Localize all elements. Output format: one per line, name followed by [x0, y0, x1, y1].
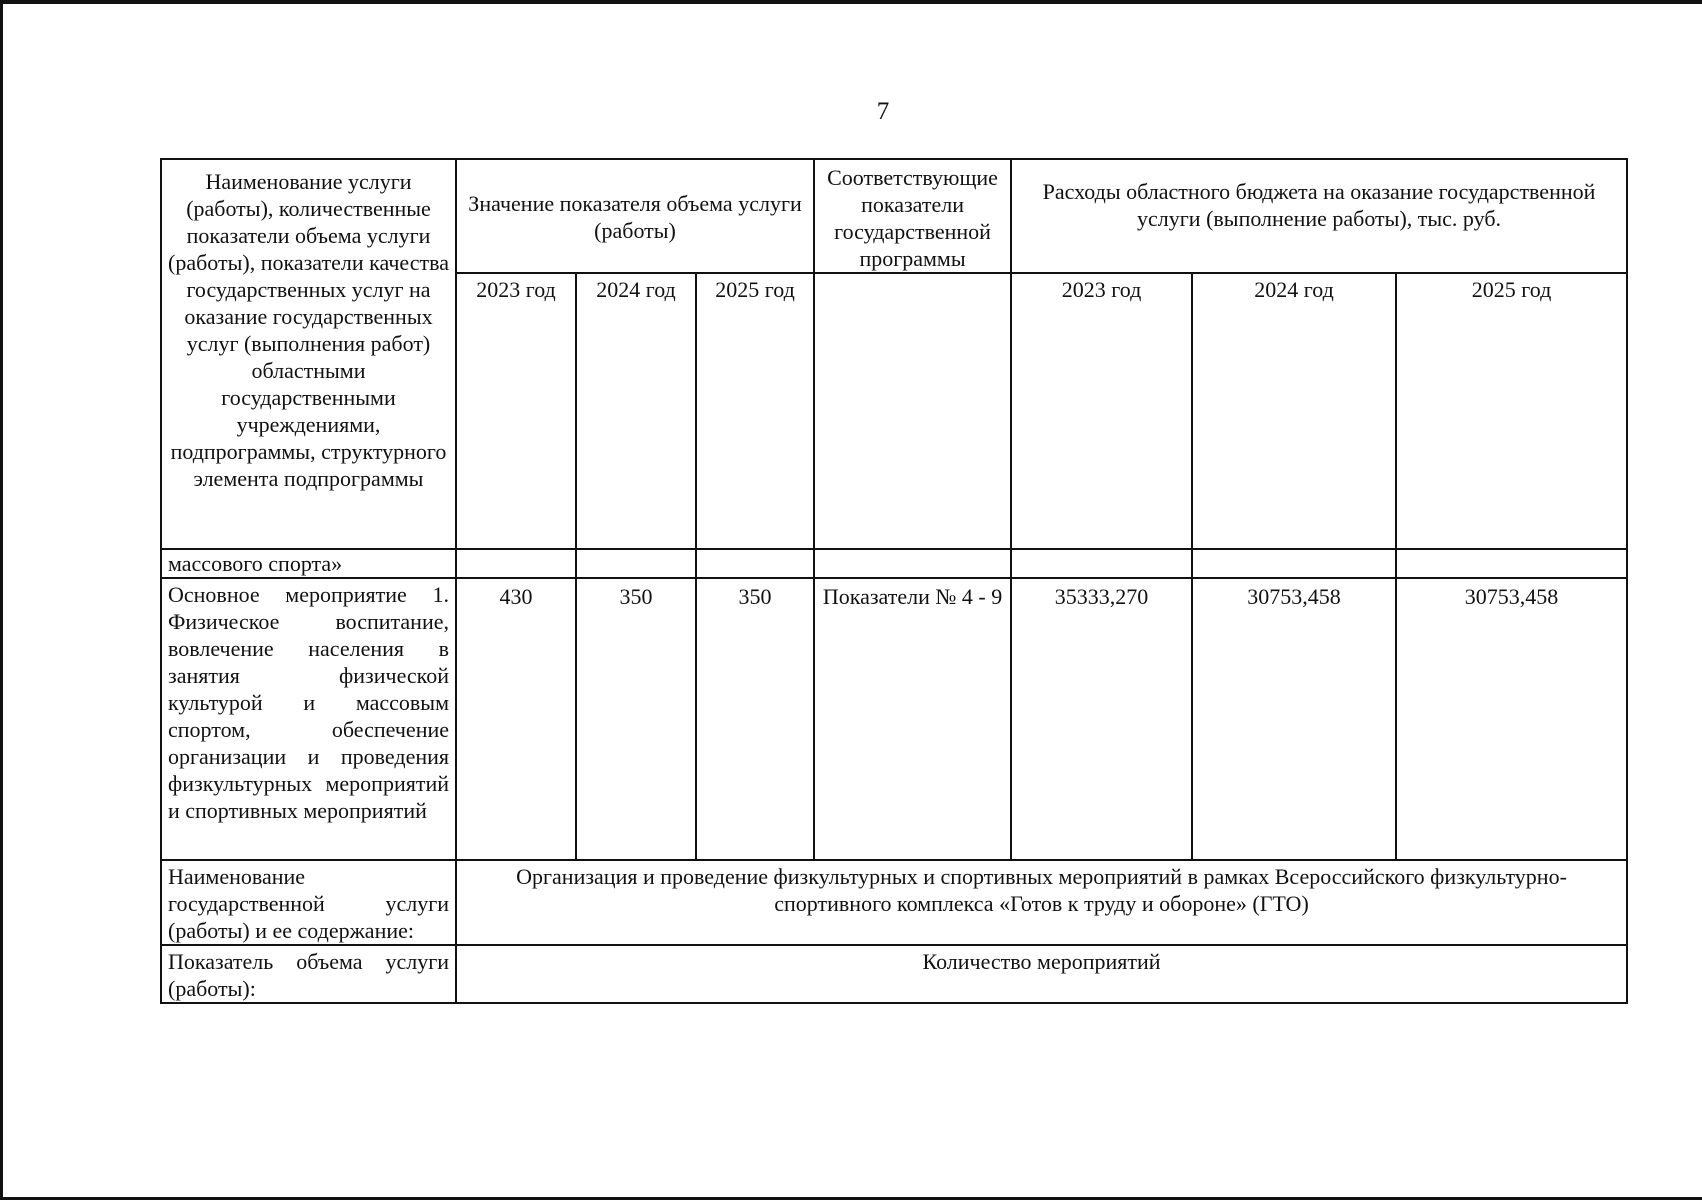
header-volume-group: Значение показателя объема услуги (работы)	[456, 159, 814, 273]
service-label: Наименование государственной услуги (работы) и ее содержание:	[161, 860, 456, 945]
header-service-name: Наименование услуги (работы), количественные показатели объема услуги (работы), показатели качества государственных услуг на оказание государственных услуг (выполнения работ) областными государственными учреждениями, подпрограммы, структурного элемента подпрограммы	[161, 159, 456, 549]
header-indicators: Соответствующие показатели государственной программы	[814, 159, 1011, 273]
header-expense-year-2023: 2023 год	[1011, 273, 1192, 549]
header-volume-year-2023: 2023 год	[456, 273, 576, 549]
volume-indicator-value: Количество мероприятий	[456, 945, 1627, 1003]
continuation-text: массового спорта»	[161, 549, 456, 578]
header-volume-year-2025: 2025 год	[696, 273, 814, 549]
volume-indicator-label: Показатель объема услуги (работы):	[161, 945, 456, 1003]
page-number: 7	[876, 98, 890, 125]
empty-cell	[814, 549, 1011, 578]
empty-cell	[1011, 549, 1192, 578]
empty-cell	[1192, 549, 1396, 578]
header-volume-year-2024: 2024 год	[576, 273, 696, 549]
service-value: Организация и проведение физкультурных и спортивных мероприятий в рамках Всероссийского физкультурно-спортивного комплекса «Готов к труду и обороне» (ГТО)	[456, 860, 1627, 945]
service-row	[161, 860, 1627, 945]
expense-value-2023: 35333,270	[1011, 578, 1192, 860]
activity-row	[161, 578, 1627, 860]
header-indicators-empty	[814, 273, 1011, 549]
header-row-1	[161, 159, 1627, 273]
header-expense-year-2024: 2024 год	[1192, 273, 1396, 549]
volume-value-2023: 430	[456, 578, 576, 860]
expense-value-2025: 30753,458	[1396, 578, 1627, 860]
empty-cell	[456, 549, 576, 578]
volume-value-2024: 350	[576, 578, 696, 860]
empty-cell	[696, 549, 814, 578]
header-expenses-group: Расходы областного бюджета на оказание государственной услуги (выполнение работы), тыс. руб.	[1011, 159, 1627, 273]
empty-cell	[576, 549, 696, 578]
volume-value-2025: 350	[696, 578, 814, 860]
volume-indicator-row	[161, 945, 1627, 1003]
activity-name: Основное мероприятие 1. Физическое воспитание, вовлечение населения в занятия физической культурой и массовым спортом, обеспечение организации и проведения физкультурных мероприятий и спортивных мероприятий	[161, 578, 456, 860]
budget-table	[160, 158, 1628, 1004]
continuation-row	[161, 549, 1627, 578]
expense-value-2024: 30753,458	[1192, 578, 1396, 860]
empty-cell	[1396, 549, 1627, 578]
header-expense-year-2025: 2025 год	[1396, 273, 1627, 549]
activity-indicators: Показатели № 4 - 9	[814, 578, 1011, 860]
